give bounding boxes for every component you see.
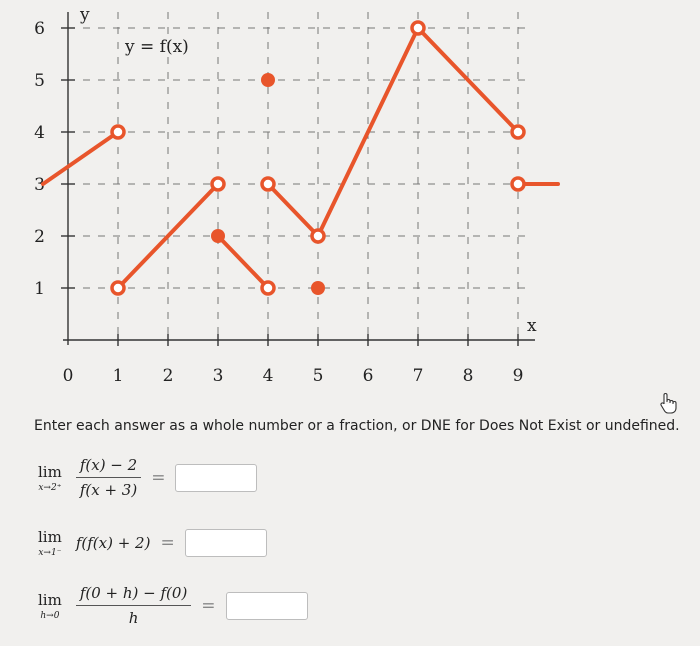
- lim-word: lim: [38, 590, 62, 609]
- limit-problem-1: [38, 456, 257, 499]
- x-tick-label: 1: [112, 366, 124, 386]
- numerator: f(0 + h) − f(0): [76, 584, 191, 606]
- x-tick-label: 7: [412, 366, 424, 386]
- y-tick-label: 3: [34, 175, 45, 195]
- graph-tick-labels: [34, 19, 523, 386]
- equals-sign: =: [160, 533, 175, 553]
- denominator: h: [128, 609, 139, 627]
- x-tick-label: 0: [62, 366, 74, 386]
- x-tick-label: 2: [162, 366, 174, 386]
- limit-operator: [38, 463, 62, 493]
- open-point: [512, 126, 524, 138]
- closed-point: [261, 73, 275, 87]
- limit-operator: [38, 528, 62, 558]
- answer-input-2[interactable]: [185, 529, 267, 557]
- open-point: [212, 178, 224, 190]
- function-label: y = f(x): [125, 37, 189, 57]
- instructions-text: Enter each answer as a whole number or a fraction, or DNE for Does Not Exist or undefined.: [34, 418, 680, 434]
- expression: f(f(x) + 2): [75, 534, 151, 552]
- graph-grid: [68, 12, 530, 340]
- x-tick-label: 9: [512, 366, 524, 386]
- limit-problem-3: [38, 584, 308, 627]
- open-point: [412, 22, 424, 34]
- x-tick-label: 4: [262, 366, 274, 386]
- closed-point: [211, 229, 225, 243]
- limit-problem-2: [38, 528, 267, 558]
- y-tick-label: 6: [34, 19, 45, 39]
- y-axis-label: y: [80, 5, 90, 25]
- numerator: f(x) − 2: [76, 456, 141, 478]
- y-tick-label: 2: [34, 227, 45, 247]
- x-tick-label: 3: [212, 366, 224, 386]
- graph-axes: [61, 12, 535, 346]
- open-point: [262, 282, 274, 294]
- equals-sign: =: [151, 467, 166, 488]
- y-tick-label: 1: [34, 279, 45, 299]
- lim-word: lim: [38, 528, 62, 546]
- equals-sign: =: [201, 595, 216, 616]
- answer-input-1[interactable]: [175, 464, 257, 492]
- lim-subscript: h→0: [40, 610, 60, 621]
- answer-input-3[interactable]: [226, 592, 308, 620]
- fraction: [76, 456, 141, 499]
- limit-operator: [38, 591, 62, 621]
- x-axis-label: x: [527, 316, 537, 336]
- open-point: [512, 178, 524, 190]
- x-tick-label: 5: [312, 366, 324, 386]
- y-tick-label: 4: [34, 123, 45, 143]
- lim-subscript: x→1⁻: [38, 548, 62, 558]
- x-tick-label: 8: [462, 366, 474, 386]
- denominator: f(x + 3): [79, 481, 138, 499]
- open-point: [112, 126, 124, 138]
- graph-segment: [43, 132, 118, 184]
- open-point: [262, 178, 274, 190]
- open-point: [112, 282, 124, 294]
- graph-segment: [218, 236, 268, 288]
- lim-word: lim: [38, 462, 62, 481]
- x-tick-label: 6: [362, 366, 374, 386]
- closed-point: [311, 281, 325, 295]
- fraction: [76, 584, 191, 627]
- lim-subscript: x→2⁺: [38, 482, 62, 493]
- hand-cursor-icon: [658, 392, 678, 414]
- graph-segments: [43, 28, 558, 288]
- y-tick-label: 5: [34, 71, 45, 91]
- open-point: [312, 230, 324, 242]
